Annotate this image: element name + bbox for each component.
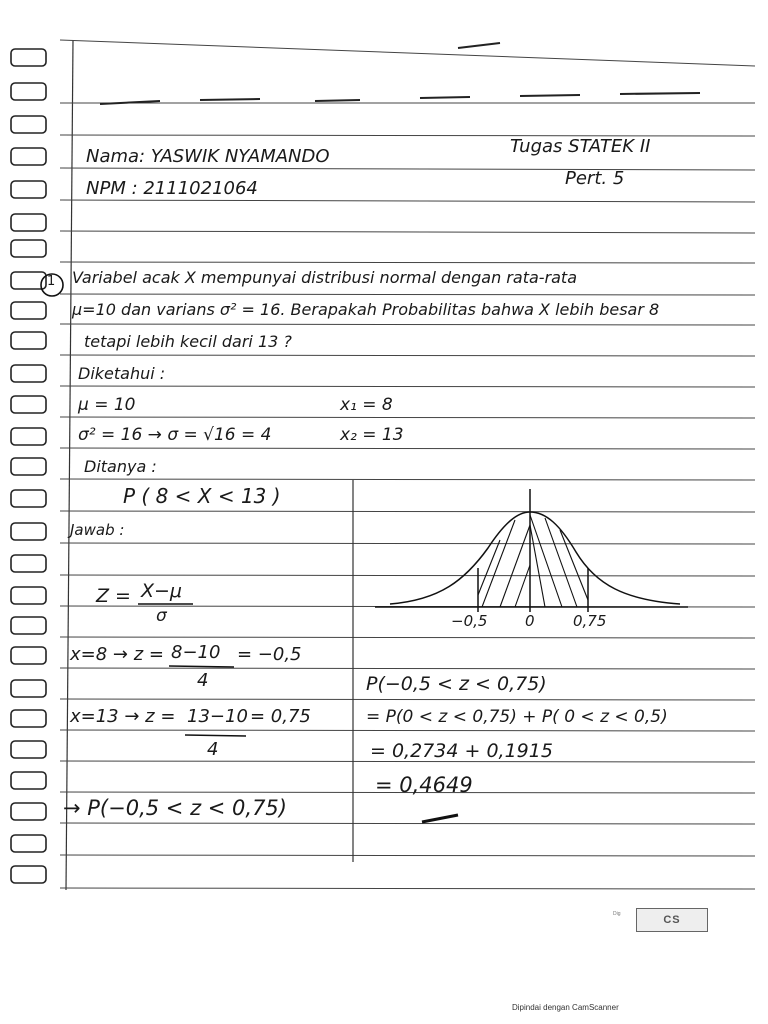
scanner-badge-small: Dig bbox=[613, 911, 621, 917]
student-npm: NPM : 2111021064 bbox=[86, 178, 258, 199]
normal-curve-diagram bbox=[375, 489, 688, 612]
known-sigma: σ² = 16 → σ = √16 = 4 bbox=[78, 425, 272, 445]
x8-step-numerator: 8−10 bbox=[171, 642, 221, 663]
problem-line-2: μ=10 dan varians σ² = 16. Berapakah Probabilitas bahwa X lebih besar 8 bbox=[72, 300, 660, 319]
binding-holes bbox=[11, 49, 46, 883]
curve-label-left: −0,5 bbox=[451, 612, 488, 630]
known-heading: Diketahui : bbox=[78, 364, 166, 383]
x8-step-result: = −0,5 bbox=[237, 644, 302, 665]
curve-label-right: 0,75 bbox=[573, 612, 607, 630]
problem-number: 1 bbox=[47, 274, 56, 289]
x13-step-left: x=13 → z = bbox=[70, 706, 176, 727]
asked-expression: P ( 8 < X < 13 ) bbox=[123, 484, 281, 508]
curve-label-mid: 0 bbox=[525, 612, 535, 630]
asked-heading: Ditanya : bbox=[84, 457, 157, 476]
result-line-2: = P(0 < z < 0,75) + P( 0 < z < 0,5) bbox=[366, 707, 668, 727]
z-formula-numerator: X−μ bbox=[141, 580, 183, 602]
known-x1: x₁ = 8 bbox=[340, 395, 393, 415]
z-formula-denominator: σ bbox=[156, 606, 167, 626]
scanner-badge: CS bbox=[636, 908, 708, 932]
x13-step-numerator: 13−10 bbox=[187, 706, 248, 727]
answer-heading: Jawab : bbox=[70, 521, 125, 539]
shaded-region bbox=[478, 515, 588, 607]
meeting-number: Pert. 5 bbox=[565, 168, 625, 189]
x8-step-denominator: 4 bbox=[197, 670, 209, 691]
x13-step-denominator: 4 bbox=[207, 739, 219, 760]
student-name: Nama: YASWIK NYAMANDO bbox=[86, 146, 330, 167]
result-line-3: = 0,2734 + 0,1915 bbox=[370, 740, 553, 762]
result-line-1: P(−0,5 < z < 0,75) bbox=[366, 673, 547, 695]
task-title: Tugas STATEK II bbox=[510, 136, 651, 157]
known-x2: x₂ = 13 bbox=[340, 425, 404, 445]
x13-step-result: = 0,75 bbox=[250, 706, 311, 727]
bell-curve bbox=[390, 512, 680, 604]
problem-line-1: Variabel acak X mempunyai distribusi normal dengan rata-rata bbox=[72, 268, 577, 287]
answer-conclusion: → P(−0,5 < z < 0,75) bbox=[63, 796, 287, 820]
scanner-footer: Dipindai dengan CamScanner bbox=[512, 1003, 619, 1012]
final-underline bbox=[422, 815, 458, 822]
problem-line-3: tetapi lebih kecil dari 13 ? bbox=[84, 332, 292, 351]
x8-step-left: x=8 → z = bbox=[70, 644, 164, 665]
z-formula-lhs: Z = bbox=[96, 585, 131, 607]
known-mu: μ = 10 bbox=[78, 395, 136, 415]
result-line-4: = 0,4649 bbox=[375, 773, 473, 797]
pen-dashes bbox=[100, 43, 700, 104]
margin-line bbox=[66, 40, 73, 890]
